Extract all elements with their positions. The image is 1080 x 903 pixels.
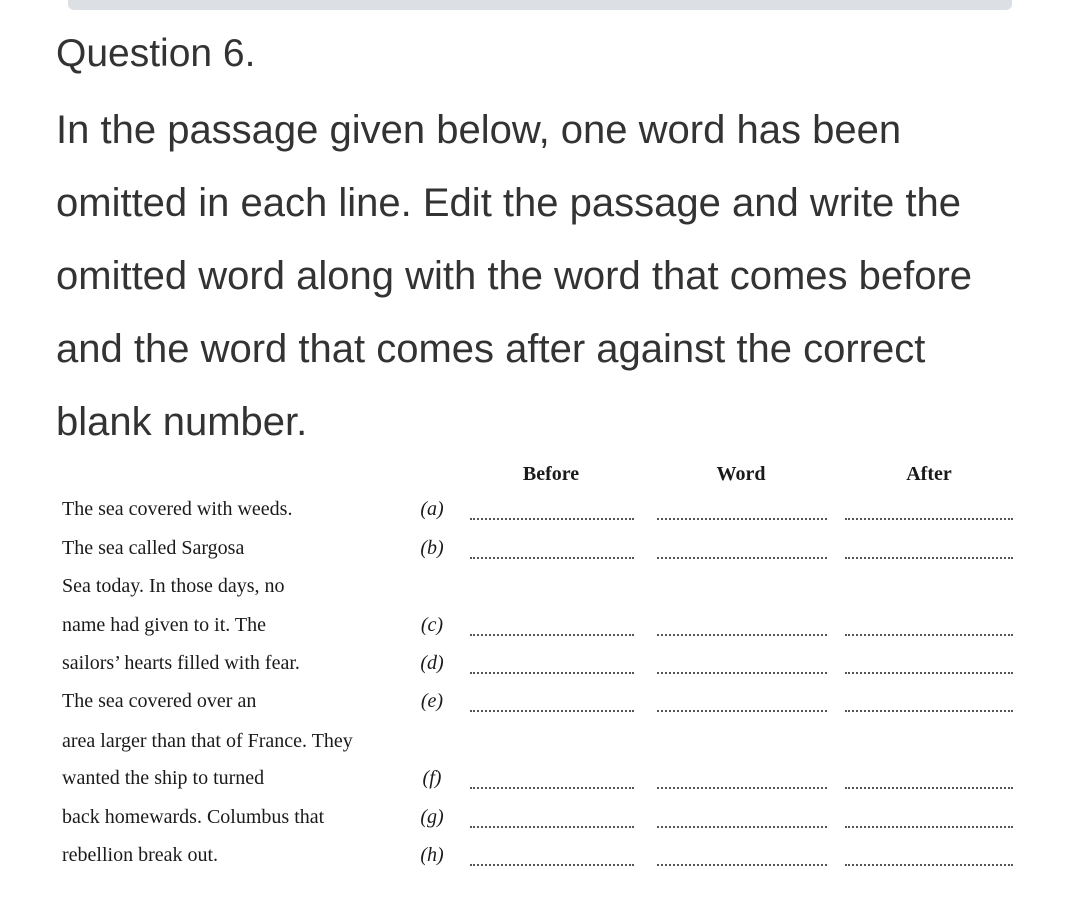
blank-marker: (d) xyxy=(420,652,444,674)
passage-line: name had given to it. The xyxy=(62,614,267,636)
blank-after[interactable] xyxy=(845,864,1013,866)
blank-after[interactable] xyxy=(845,557,1013,559)
blank-before[interactable] xyxy=(470,557,634,559)
blank-before[interactable] xyxy=(470,710,634,712)
question-title: Question 6. xyxy=(56,32,256,75)
blank-word[interactable] xyxy=(657,518,827,520)
blank-word[interactable] xyxy=(657,710,827,712)
blank-after[interactable] xyxy=(845,518,1013,520)
blank-word[interactable] xyxy=(657,826,827,828)
blank-word[interactable] xyxy=(657,672,827,674)
passage-line: rebellion break out. xyxy=(62,844,219,866)
passage-line: The sea covered with weeds. xyxy=(62,498,293,520)
blank-after[interactable] xyxy=(845,634,1013,636)
blank-marker: (a) xyxy=(420,498,444,520)
blank-after[interactable] xyxy=(845,826,1013,828)
blank-word[interactable] xyxy=(657,864,827,866)
passage-line: The sea covered over an xyxy=(62,690,257,712)
blank-before[interactable] xyxy=(470,826,634,828)
passage-line: wanted the ship to turned xyxy=(62,767,265,789)
blank-marker: (g) xyxy=(420,806,444,828)
blank-before[interactable] xyxy=(470,634,634,636)
blank-marker: (b) xyxy=(420,537,444,559)
blank-before[interactable] xyxy=(470,518,634,520)
blank-after[interactable] xyxy=(845,787,1013,789)
blank-marker: (f) xyxy=(422,767,442,789)
column-header-after: After xyxy=(906,463,952,485)
blank-word[interactable] xyxy=(657,557,827,559)
blank-word[interactable] xyxy=(657,634,827,636)
blank-before[interactable] xyxy=(470,787,634,789)
blank-before[interactable] xyxy=(470,864,634,866)
blank-after[interactable] xyxy=(845,710,1013,712)
passage-line: sailors’ hearts filled with fear. xyxy=(62,652,300,674)
blank-after[interactable] xyxy=(845,672,1013,674)
blank-word[interactable] xyxy=(657,787,827,789)
question-instructions: In the passage given below, one word has been omitted in each line. Edit the passage and write the omitted word along with the word that comes before and the word that comes after against the correct blank number. xyxy=(56,108,973,444)
blank-marker: (e) xyxy=(420,690,444,712)
blank-marker: (c) xyxy=(420,614,444,636)
blank-before[interactable] xyxy=(470,672,634,674)
passage-line: Sea today. In those days, no xyxy=(62,575,285,597)
blank-marker: (h) xyxy=(420,844,444,866)
passage-line: back homewards. Columbus that xyxy=(62,806,325,828)
column-header-before: Before xyxy=(522,463,580,485)
passage-line: area larger than that of France. They xyxy=(62,730,353,752)
column-header-word: Word xyxy=(716,463,766,485)
passage-line: The sea called Sargosa xyxy=(62,537,245,559)
